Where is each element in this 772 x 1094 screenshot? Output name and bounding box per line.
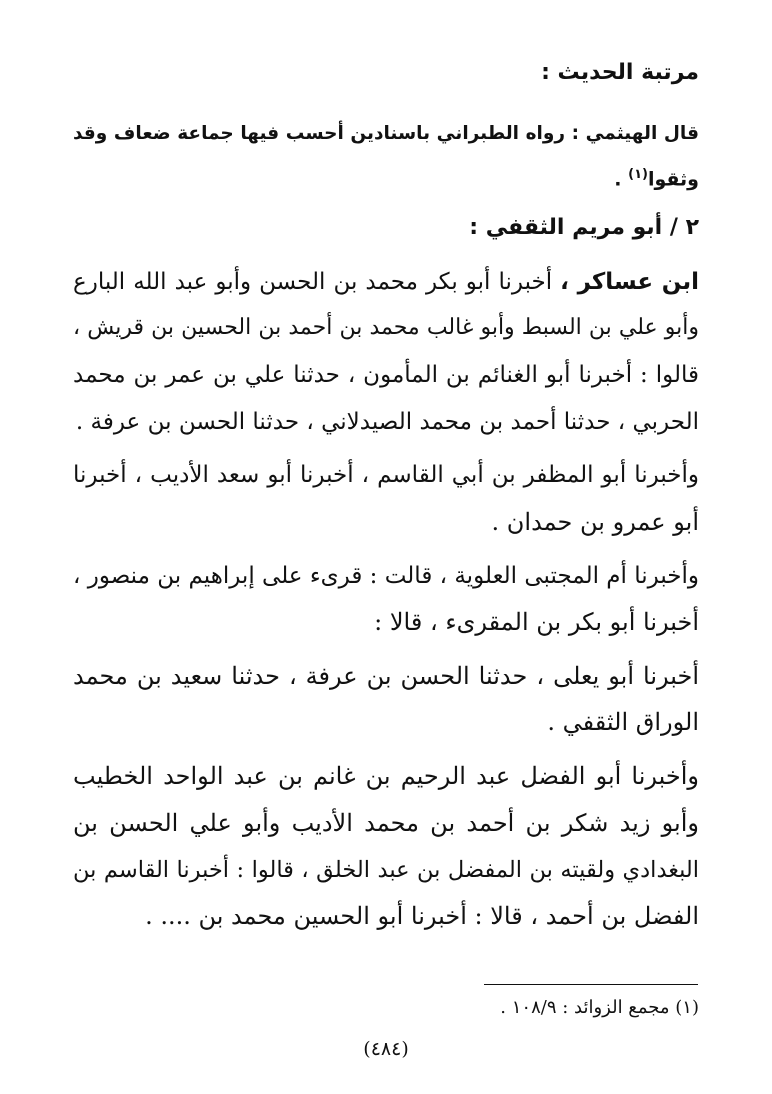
p3-line-2: أخبرنا أبو بكر بن المقرىء ، قالا : <box>374 608 699 636</box>
p3-line-1: وأخبرنا أم المجتبى العلوية ، قالت : قرىء على إبراهيم بن منصور ، <box>73 563 699 589</box>
p4-line-2: الوراق الثقفي . <box>547 708 699 736</box>
footnote-ref: (١) <box>628 167 648 182</box>
p1-line-2: وأبو علي بن السبط وأبو غالب محمد بن أحمد بن الحسين بن قريش ، <box>73 315 699 340</box>
quote-line-2 <box>73 155 699 199</box>
p5-line-1: وأخبرنا أبو الفضل عبد الرحيم بن غانم بن عبد الواحد الخطيب <box>73 762 699 790</box>
p1-line-1-text: أخبرنا أبو بكر محمد بن الحسن وأبو عبد الله البارع <box>73 269 561 295</box>
p1-line-3: قالوا : أخبرنا أبو الغنائم بن المأمون ، حدثنا علي بن عمر بن محمد <box>73 362 699 388</box>
p2-line-2: أبو عمرو بن حمدان . <box>491 508 699 536</box>
quote-line-2-text: وثقوا <box>647 168 699 191</box>
footnote: (١) مجمع الزوائد : ١٠٨/٩ . <box>500 997 699 1018</box>
section-heading-hadith-grade: مرتبة الحديث : <box>541 60 699 85</box>
p5-line-3: البغدادي ولقيته بن المفضل بن عبد الخلق ، قالوا : أخبرنا القاسم بن <box>73 857 699 883</box>
quote-end: . <box>614 168 629 191</box>
p1-line-4: الحربي ، حدثنا أحمد بن محمد الصيدلاني ، حدثنا الحسن بن عرفة . <box>75 409 699 435</box>
page-number: (٤٨٤) <box>363 1038 409 1060</box>
p5-line-2: وأبو زيد شكر بن أحمد بن محمد الأديب وأبو علي الحسن بن <box>73 809 699 837</box>
section-heading-abu-maryam: ٢ / أبو مريم الثقفي : <box>469 215 699 240</box>
source-name: ابن عساكر ، <box>560 269 699 295</box>
p2-line-1: وأخبرنا أبو المظفر بن أبي القاسم ، أخبرنا أبو سعد الأديب ، أخبرنا <box>73 462 699 488</box>
quote-line-1: قال الهيثمي : رواه الطبراني باسنادين أحسب فيها جماعة ضعاف وقد <box>73 123 699 144</box>
p4-line-1: أخبرنا أبو يعلى ، حدثنا الحسن بن عرفة ، حدثنا سعيد بن محمد <box>73 662 699 690</box>
p5-line-4: الفضل بن أحمد ، قالا : أخبرنا أبو الحسين محمد بن .... . <box>145 902 699 930</box>
p1-line-1 <box>73 262 699 302</box>
footnote-divider <box>484 984 698 985</box>
